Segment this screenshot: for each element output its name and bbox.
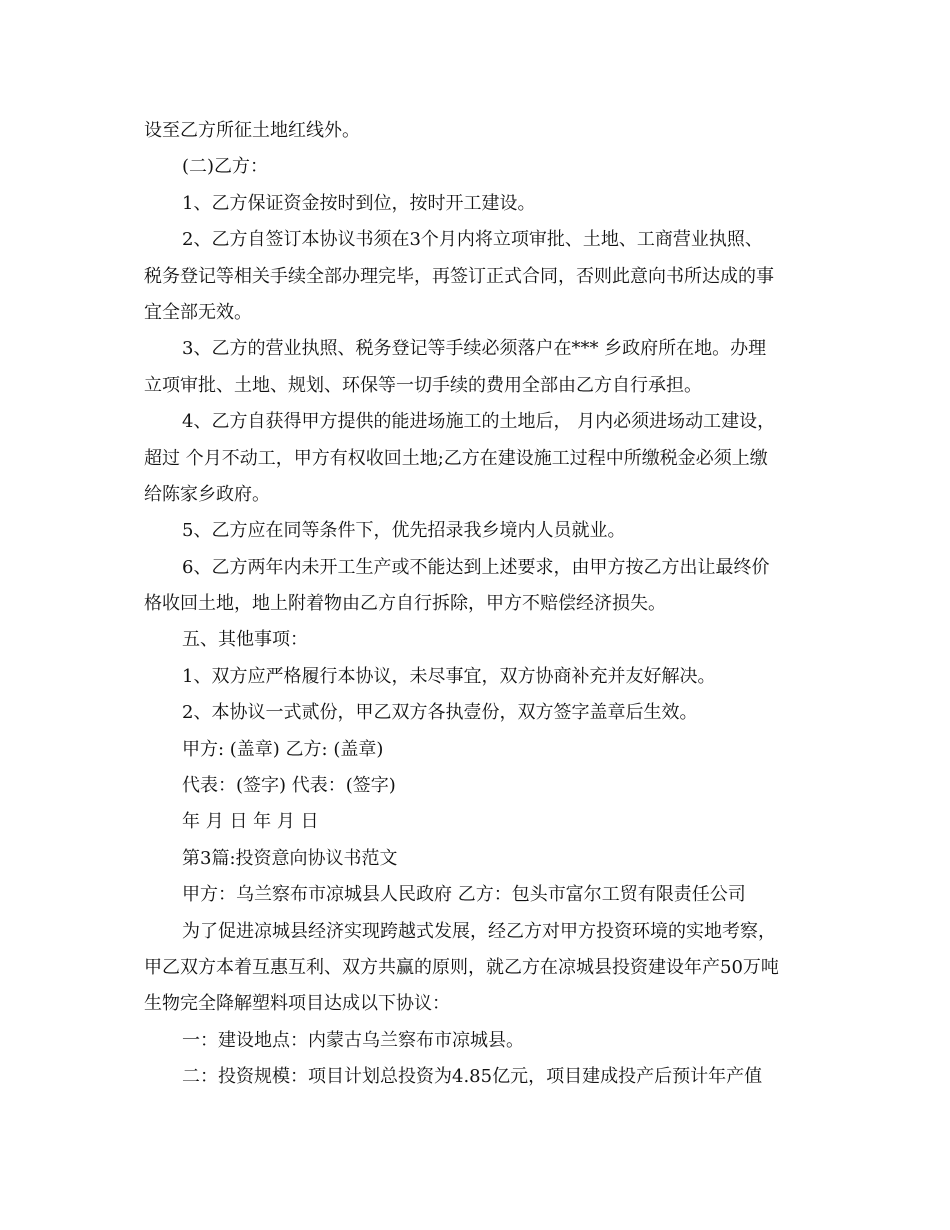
document-body [144,113,812,1096]
text-line: 第3篇:投资意向协议书范文 [182,847,398,869]
text-line: 1、双方应严格履行本协议，未尽事宜，双方协商补充并友好解决。 [182,665,716,687]
text-line: 生物完全降解塑料项目达成以下协议： [144,993,450,1015]
text-line: 五、其他事项： [182,629,308,651]
text-line: 1、乙方保证资金按时到位，按时开工建设。 [182,192,536,214]
text-line: 设至乙方所征土地红线外。 [144,120,360,141]
text-line: 甲方: (盖章) 乙方: (盖章) [182,738,384,760]
text-line: 5、乙方应在同等条件下，优先招录我乡境内人员就业。 [182,520,626,542]
text-line: 3、乙方的营业执照、税务登记等手续必须落户在*** 乡政府所在地。办理 [182,338,767,360]
text-line: 二：投资规模：项目计划总投资为4.85亿元，项目建成投产后预计年产值 [182,1066,763,1088]
text-line: 宜全部无效。 [144,301,252,323]
text-line: 年 月 日 年 月 日 [182,811,319,833]
text-line: 格收回土地，地上附着物由乙方自行拆除，甲方不赔偿经济损失。 [144,593,666,615]
text-line: 税务登记等相关手续全部办理完毕，再签订正式合同，否则此意向书所达成的事 [144,265,774,287]
text-line: 一：建设地点：内蒙古乌兰察布市凉城县。 [182,1029,524,1051]
text-line: 甲乙双方本着互惠互利、双方共赢的原则，就乙方在凉城县投资建设年产50万吨 [144,956,779,978]
text-line: 2、本协议一式贰份，甲乙双方各执壹份，双方签字盖章后生效。 [182,702,698,724]
text-line: 4、乙方自获得甲方提供的能进场施工的土地后， 月内必须进场动工建设， [182,411,776,433]
text-line: 2、乙方自签订本协议书须在3个月内将立项审批、土地、工商营业执照、 [182,229,763,251]
text-line: (二)乙方： [182,156,269,178]
text-line: 超过 个月不动工，甲方有权收回土地;乙方在建设施工过程中所缴税金必须上缴 [144,447,768,469]
text-line: 6、乙方两年内未开工生产或不能达到上述要求，由甲方按乙方出让最终价 [182,556,770,578]
text-line: 立项审批、土地、规划、环保等一切手续的费用全部由乙方自行承担。 [144,374,702,396]
text-line: 甲方：乌兰察布市凉城县人民政府 乙方：包头市富尔工贸有限责任公司 [182,884,746,906]
text-line: 代表：(签字) 代表：(签字) [182,775,396,797]
text-line: 为了促进凉城县经济实现跨越式发展，经乙方对甲方投资环境的实地考察， [182,920,776,942]
text-line: 给陈家乡政府。 [144,483,270,505]
